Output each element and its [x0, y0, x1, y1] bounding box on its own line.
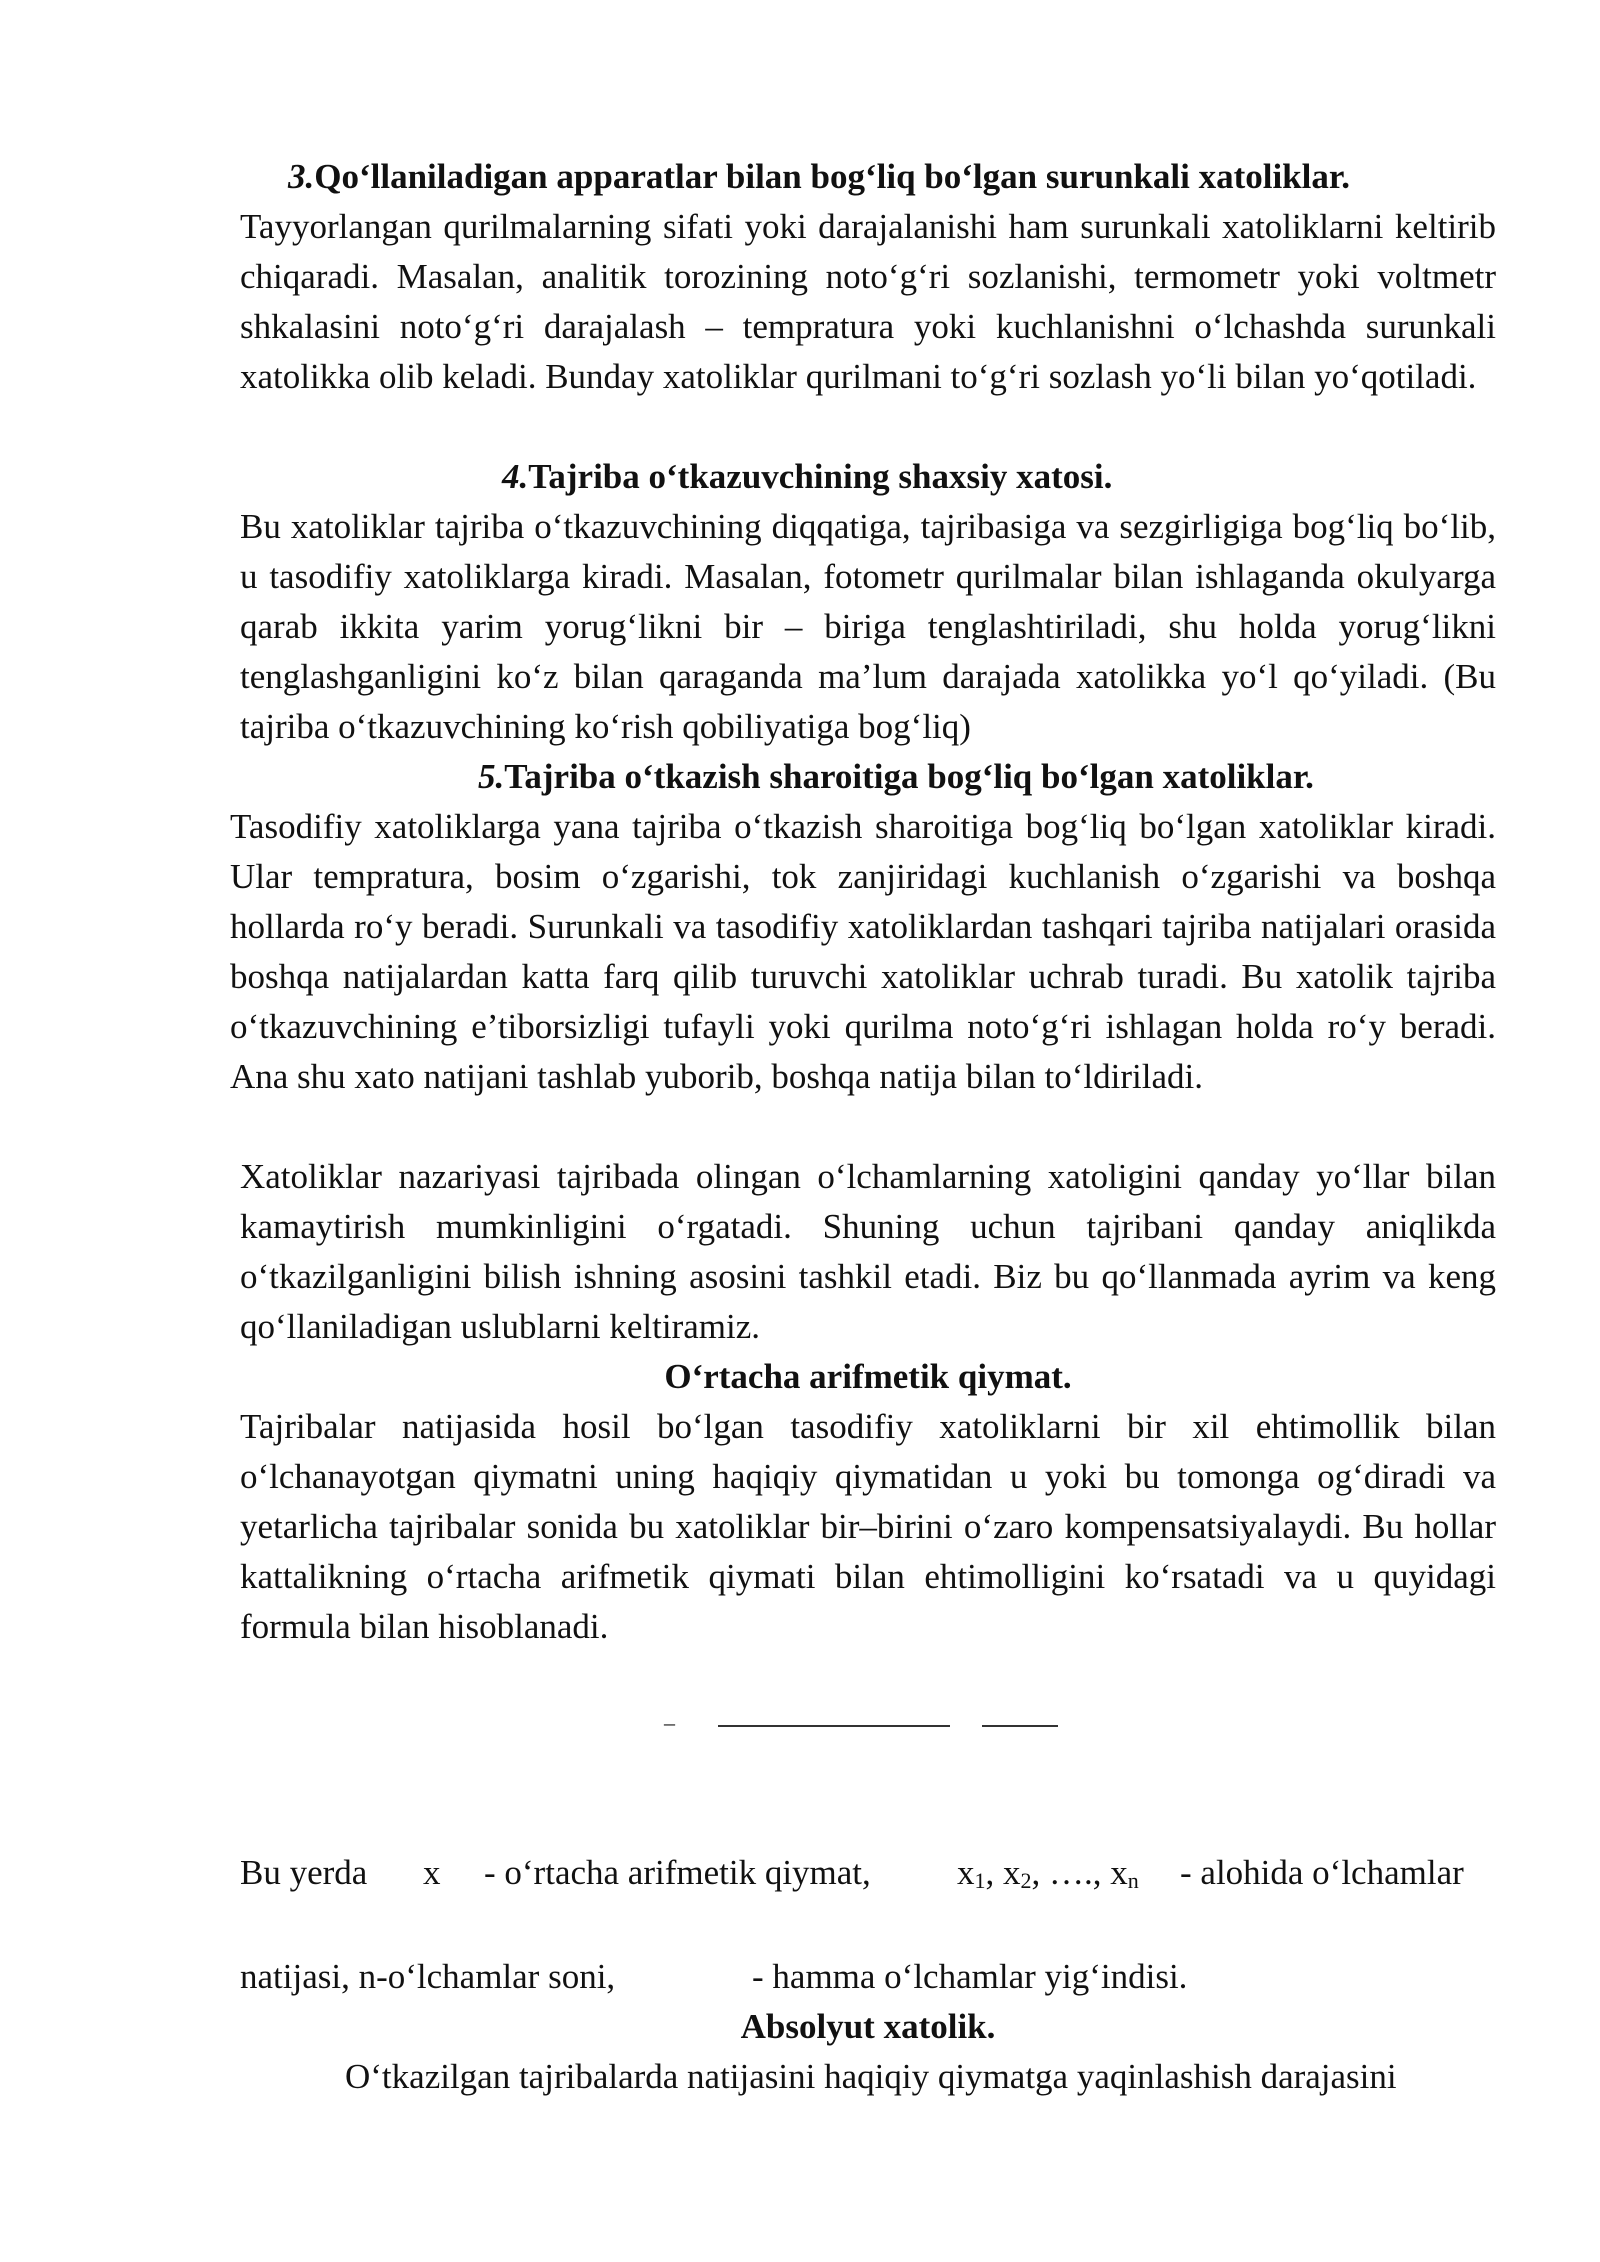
- formula-short-line: [982, 1725, 1058, 1727]
- mean-symbol: x: [423, 1853, 441, 1892]
- explanation-prefix: Bu yerda: [240, 1853, 368, 1892]
- subscript-1: 1: [974, 1868, 986, 1893]
- section-4-title: Tajriba o‘tkazuvchining shaxsiy xatosi.: [528, 457, 1113, 496]
- section-4-number: 4.: [502, 457, 529, 496]
- x-symbol-1: x: [957, 1853, 975, 1892]
- sequence-ellipsis: , ….,: [1031, 1853, 1102, 1892]
- formula-fraction-line: [718, 1725, 950, 1727]
- subscript-2: 2: [1020, 1868, 1032, 1893]
- absolute-heading: Absolyut xatolik.: [740, 2007, 996, 2046]
- mean-paragraph: Tajribalar natijasida hosil bo‘lgan tasodifiy xatoliklarni bir xil ehtimollik bilan o‘lchanayotgan qiymatni uning haqiqiy qiymatidan u yoki bu tomonga og‘diradi va yetarlicha tajribalar sonida bu xatoliklar bir–birini o‘zaro kompensatsiyalaydi. Bu hollar kattalikning o‘rtacha arifmetik qiymati bilan ehtimolligini ko‘rsatadi va u quyidagi formula bilan hisoblanadi.: [240, 1407, 1496, 1646]
- section-5-number: 5.: [478, 757, 505, 796]
- section-3-paragraph: Tayyorlangan qurilmalarning sifati yoki darajalanishi ham surunkali xatoliklarni keltirib chiqaradi. Masalan, analitik torozining noto‘g‘ri sozlanishi, termometr yoki voltmetr shkalasini noto‘g‘ri darajalash – tempratura yoki kuchlanishni o‘lchashda surunkali xatolikka olib keladi. Bunday xatoliklar qurilmani to‘g‘ri sozlash yo‘li bilan yo‘qotiladi.: [240, 207, 1496, 396]
- measurements-label: - alohida o‘lchamlar: [1180, 1853, 1464, 1892]
- subscript-n: n: [1127, 1868, 1139, 1893]
- section-4-paragraph: Bu xatoliklar tajriba o‘tkazuvchining diqqatiga, tajribasiga va sezgirligiga bog‘liq bo‘lib, u tasodifiy xatoliklarga kiradi. Masalan, fotometr qurilmalar bilan ishlaganda okulyarga qarab ikkita yarim yorug‘likni bir – biriga tenglashtiriladi, shu holda yorug‘likni tenglashganligini ko‘z bilan qaraganda ma’lum darajada xatolikka yo‘l qo‘yiladi. (Bu tajriba o‘tkazuvchining ko‘rish qobiliyatiga bog‘liq): [240, 507, 1496, 746]
- measurements-sequence: $x_1$, $x_2$, …., $x_n$: [957, 1853, 1139, 1893]
- section-5-paragraph: Tasodifiy xatoliklarga yana tajriba o‘tkazish sharoitiga bog‘liq bo‘lgan xatoliklar kiradi. Ular tempratura, bosim o‘zgarishi, tok zanjiridagi kuchlanish o‘zgarishi va boshqa hollarda ro‘y beradi. Surunkali va tasodifiy xatoliklardan tashqari tajriba natijalari orasida boshqa natijalardan katta farq qilib turuvchi xatoliklar uchrab turadi. Bu xatolik tajriba o‘tkazuvchining e’tiborsizligi tufayli yoki qurilma noto‘g‘ri ishlagan holda ro‘y beradi. Ana shu xato natijani tashlab yuborib, boshqa natija bilan to‘ldiriladi.: [230, 807, 1496, 1096]
- section-5-heading: [478, 752, 1314, 802]
- mean-heading: O‘rtacha arifmetik qiymat.: [664, 1357, 1072, 1396]
- explanation-line-2-right: - hamma o‘lchamlar yig‘indisi.: [752, 1957, 1188, 1996]
- theory-paragraph: Xatoliklar nazariyasi tajribada olingan o‘lchamlarning xatoligini qanday yo‘llar bilan kamaytirish mumkinligini o‘rgatadi. Shuning uchun tajribani qanday aniqlikda o‘tkazilganligini bilish ishning asosini tashkil etadi. Biz bu qo‘llanmada ayrim va keng qo‘llaniladigan uslublarni keltiramiz.: [240, 1157, 1496, 1346]
- section-4-heading: [502, 452, 1112, 502]
- explanation-line-2-left: natijasi, n-o‘lchamlar soni,: [240, 1957, 616, 1996]
- mean-label: - o‘rtacha arifmetik qiymat,: [484, 1853, 871, 1892]
- x-symbol-2: x: [1003, 1853, 1021, 1892]
- section-3-number: 3.: [288, 157, 315, 196]
- section-5-title: Tajriba o‘tkazish sharoitiga bog‘liq bo‘lgan xatoliklar.: [504, 757, 1314, 796]
- section-3-title: Qo‘llaniladigan apparatlar bilan bog‘liq bo‘lgan surunkali xatoliklar.: [314, 157, 1350, 196]
- formula-bar-mark: –: [664, 1710, 675, 1735]
- x-symbol-n: x: [1110, 1853, 1128, 1892]
- absolute-paragraph-start: O‘tkazilgan tajribalarda natijasini haqiqiy qiymatga yaqinlashish darajasini: [345, 2057, 1397, 2096]
- section-3-heading: [288, 152, 1350, 202]
